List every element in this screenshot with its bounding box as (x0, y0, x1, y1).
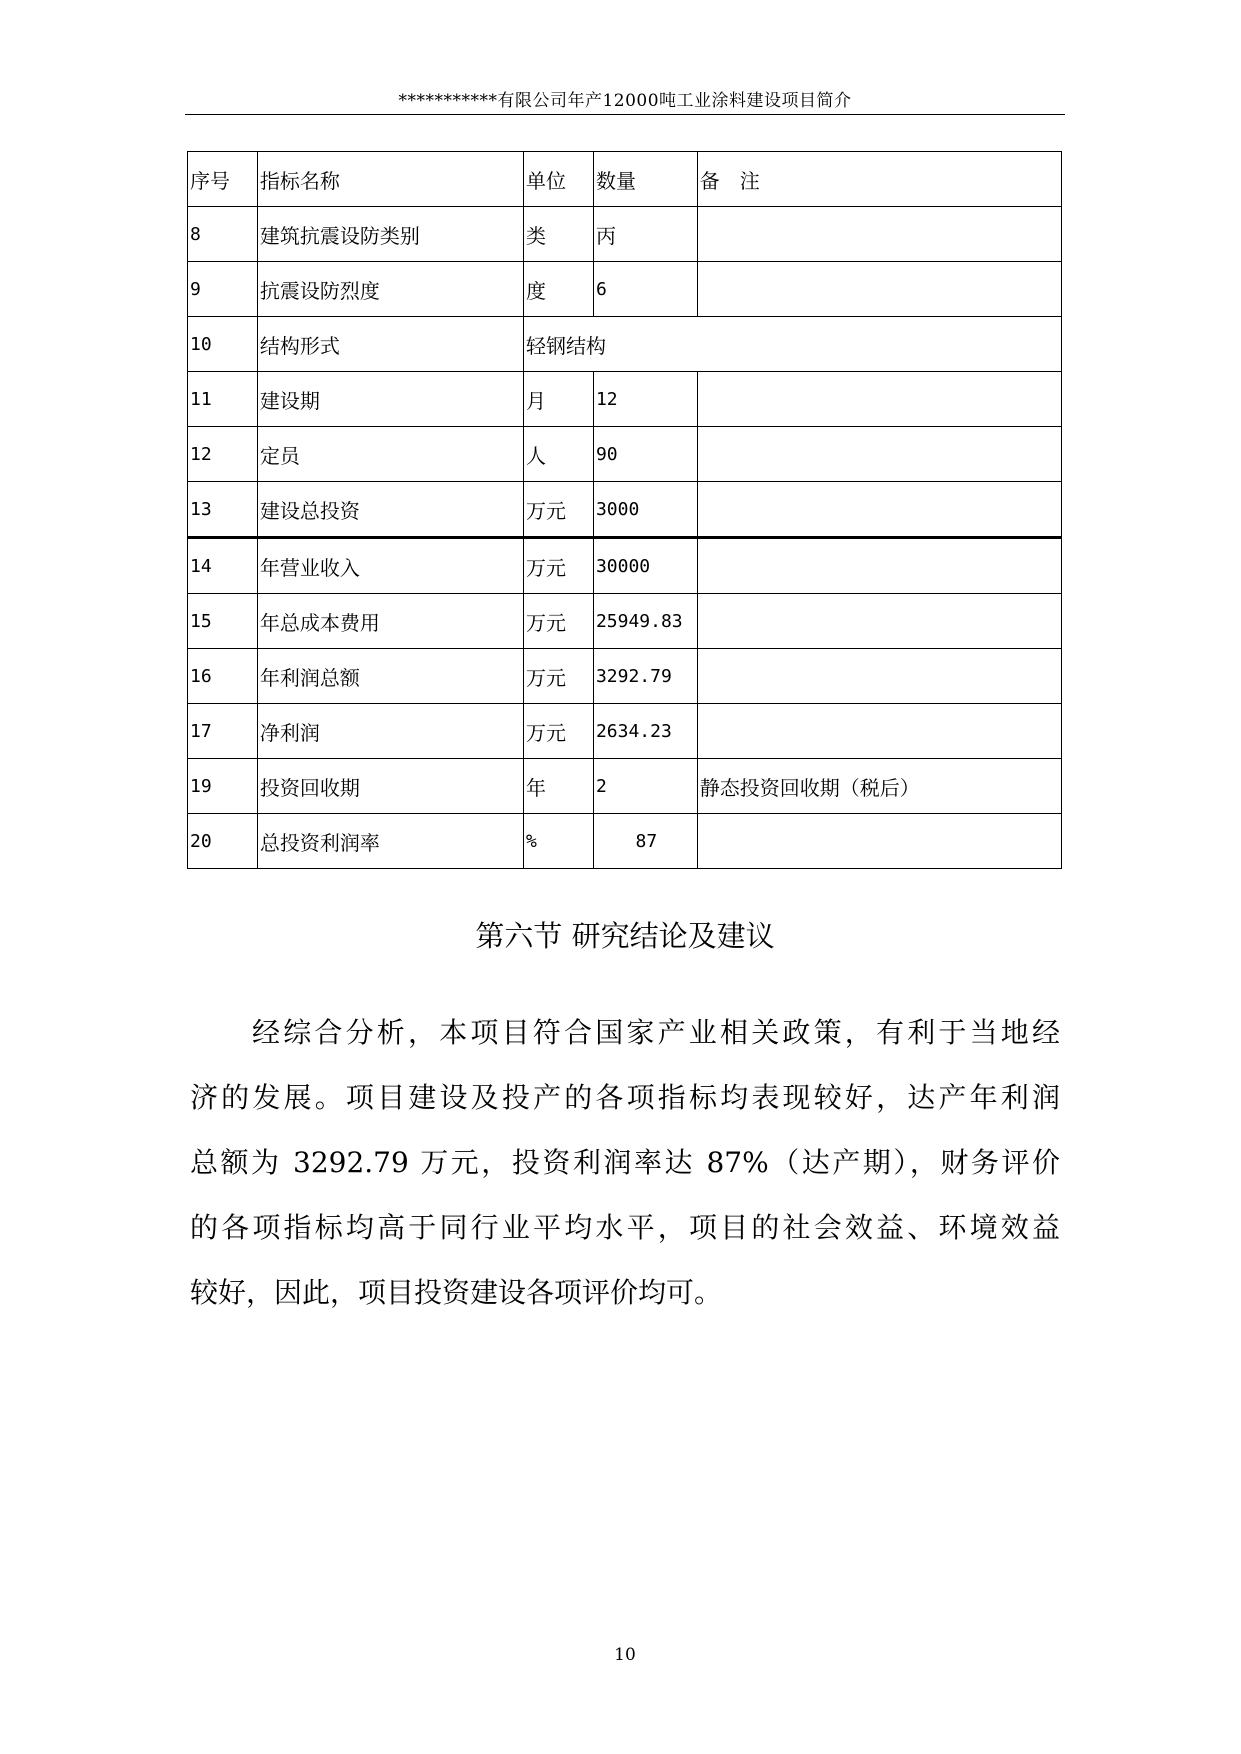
table-row (188, 704, 1062, 759)
row-qty: 90 (593, 427, 697, 482)
row-note (697, 427, 1061, 482)
paragraph-line: 总额为 3292.79 万元，投资利润率达 87%（达产期），财务评价 (190, 1146, 1060, 1179)
column-header-name: 指标名称 (257, 152, 523, 207)
row-name: 建设期 (257, 372, 523, 427)
row-name: 净利润 (257, 704, 523, 759)
column-header-no: 序号 (188, 152, 258, 207)
paragraph-line: 的各项指标均高于同行业平均水平，项目的社会效益、环境效益 (190, 1211, 1060, 1244)
row-unit: 万元 (524, 649, 594, 704)
section-title: 第六节 研究结论及建议 (475, 919, 775, 953)
row-unit: 人 (524, 427, 594, 482)
row-no: 19 (188, 759, 258, 814)
row-no: 13 (188, 482, 258, 538)
row-qty: 2 (593, 759, 697, 814)
row-note (697, 372, 1061, 427)
row-qty: 2634.23 (593, 704, 697, 759)
paragraph-line: 济的发展。项目建设及投产的各项指标均表现较好，达产年利润 (190, 1081, 1060, 1114)
table-row (188, 814, 1062, 869)
row-no: 15 (188, 594, 258, 649)
row-qty: 3000 (593, 482, 697, 538)
column-header-qty: 数量 (593, 152, 697, 207)
row-qty: 87 (593, 814, 697, 869)
page-number: 10 (614, 1645, 636, 1665)
paragraph-line: 较好，因此，项目投资建设各项评价均可。 (190, 1276, 723, 1309)
table-row (188, 759, 1062, 814)
conclusion-paragraph (190, 1000, 1060, 1325)
table-row (188, 317, 1062, 372)
row-unit: 万元 (524, 594, 594, 649)
row-name: 年利润总额 (257, 649, 523, 704)
table-row (188, 538, 1062, 594)
row-name: 建筑抗震设防类别 (257, 207, 523, 262)
row-qty: 30000 (593, 538, 697, 594)
row-unit: 万元 (524, 482, 594, 538)
row-note (697, 649, 1061, 704)
row-note (697, 814, 1061, 869)
row-no: 14 (188, 538, 258, 594)
table-row (188, 649, 1062, 704)
row-qty: 25949.83 (593, 594, 697, 649)
column-header-unit: 单位 (524, 152, 594, 207)
row-qty: 丙 (593, 207, 697, 262)
table-row (188, 427, 1062, 482)
row-note (697, 704, 1061, 759)
row-qty: 6 (593, 262, 697, 317)
row-unit: 万元 (524, 538, 594, 594)
table-row (188, 372, 1062, 427)
row-unit: 类 (524, 207, 594, 262)
row-note (697, 207, 1061, 262)
row-no: 20 (188, 814, 258, 869)
table-row (188, 482, 1062, 538)
row-merged-value: 轻钢结构 (524, 317, 1062, 372)
row-no: 12 (188, 427, 258, 482)
row-note (697, 538, 1061, 594)
row-unit: 月 (524, 372, 594, 427)
row-qty: 3292.79 (593, 649, 697, 704)
row-no: 17 (188, 704, 258, 759)
row-note (697, 262, 1061, 317)
row-no: 10 (188, 317, 258, 372)
row-unit: 度 (524, 262, 594, 317)
row-no: 16 (188, 649, 258, 704)
table-row (188, 262, 1062, 317)
row-no: 8 (188, 207, 258, 262)
table-row (188, 594, 1062, 649)
row-name: 定员 (257, 427, 523, 482)
row-unit: 年 (524, 759, 594, 814)
row-unit: % (524, 814, 594, 869)
row-unit: 万元 (524, 704, 594, 759)
row-name: 总投资利润率 (257, 814, 523, 869)
row-qty: 12 (593, 372, 697, 427)
row-name: 结构形式 (257, 317, 523, 372)
page-header-title: ***********有限公司年产12000吨工业涂料建设项目简介 (398, 91, 852, 111)
indicator-table (187, 151, 1062, 869)
row-name: 抗震设防烈度 (257, 262, 523, 317)
table-row (188, 207, 1062, 262)
row-no: 9 (188, 262, 258, 317)
row-note (697, 482, 1061, 538)
row-name: 年营业收入 (257, 538, 523, 594)
column-header-note: 备 注 (697, 152, 1061, 207)
row-note: 静态投资回收期（税后） (697, 759, 1061, 814)
row-name: 年总成本费用 (257, 594, 523, 649)
row-name: 投资回收期 (257, 759, 523, 814)
row-name: 建设总投资 (257, 482, 523, 538)
paragraph-line: 经综合分析，本项目符合国家产业相关政策，有利于当地经 (252, 1016, 1060, 1049)
table-header-row (188, 152, 1062, 207)
row-note (697, 594, 1061, 649)
row-no: 11 (188, 372, 258, 427)
header-divider (185, 114, 1065, 115)
